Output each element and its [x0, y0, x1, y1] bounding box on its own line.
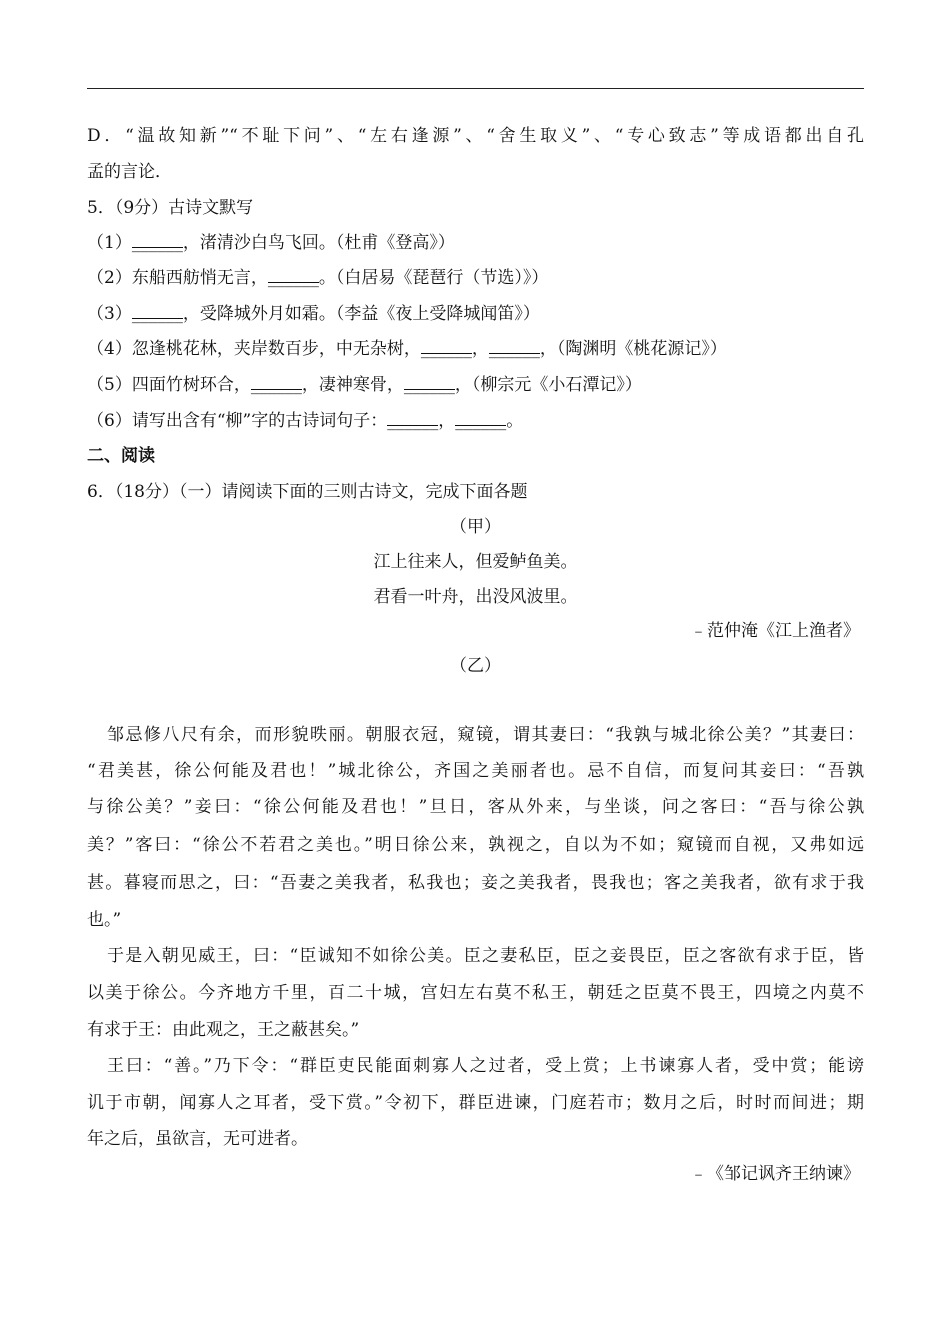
poem-jia-label: （甲） — [450, 517, 501, 537]
answer-blank[interactable]: ______ — [267, 268, 319, 288]
poem-jia-line: 江上往来人，但爱鲈鱼美。 — [373, 552, 578, 572]
q5-item-1: （1）______，渚清沙白鸟飞回。（杜甫《登高》） — [87, 233, 455, 253]
answer-blank[interactable]: ______ — [131, 233, 183, 253]
q5-item-6: （6）请写出含有“柳”字的古诗词句子：______，______。 — [87, 411, 524, 431]
text-yi-label: （乙） — [450, 656, 501, 676]
text-yi-source: ﹣《邹记讽齐王纳谏》 — [690, 1164, 860, 1184]
answer-blank[interactable]: ______ — [420, 339, 472, 359]
answer-blank[interactable]: ______ — [387, 411, 439, 431]
poem-jia-source: ﹣范仲淹《江上渔者》 — [690, 621, 860, 641]
q5-item-3: （3）______，受降城外月如霜。（李益《夜上受降城闻笛》） — [87, 304, 540, 324]
text-yi-line: 甚。暮寝而思之，曰：“吾妻之美我者，私我也；妾之美我者，畏我也；客之美我者，欲有求于我 — [87, 873, 864, 893]
answer-blank[interactable]: ______ — [455, 411, 507, 431]
option-d-line1: D．“温故知新”“不耻下问”、“左右逢源”、“舍生取义”、“专心致志”等成语都出自孔 — [87, 126, 864, 146]
option-d-line2: 孟的言论． — [87, 162, 172, 182]
q5-title: 5．（9分）古诗文默写 — [87, 198, 254, 218]
text-yi-line: 于是入朝见威王，曰：“臣诚知不如徐公美。臣之妻私臣，臣之妾畏臣，臣之客欲有求于臣，皆 — [107, 946, 864, 966]
text-yi-line: 也。” — [87, 910, 122, 930]
text-yi-line: 与徐公美？”妾曰：“徐公何能及君也！”旦日，客从外来，与坐谈，问之客曰：“吾与徐公孰 — [87, 797, 864, 817]
text-yi-line: 有求于王：由此观之，王之蔽甚矣。” — [87, 1020, 360, 1040]
q5-item-4: （4）忽逢桃花林，夹岸数百步，中无杂树，______，______，（陶渊明《桃花源记》） — [87, 339, 727, 359]
answer-blank[interactable]: ______ — [131, 304, 183, 324]
header-rule — [87, 88, 864, 89]
text-yi-line: 邹忌修八尺有余，而形貌昳丽。朝服衣冠，窥镜，谓其妻曰：“我孰与城北徐公美？”其妻曰： — [107, 725, 864, 745]
poem-jia-line: 君看一叶舟，出没风波里。 — [373, 587, 578, 607]
answer-blank[interactable]: ______ — [250, 375, 302, 395]
q5-item-2: （2）东船西舫悄无言，______。（白居易《琵琶行（节选）》） — [87, 268, 549, 288]
text-yi-line: 年之后，虽欲言，无可进者。 — [87, 1129, 308, 1149]
q5-item-5: （5）四面竹树环合，______，凄神寒骨，______，（柳宗元《小石潭记》） — [87, 375, 642, 395]
answer-blank[interactable]: ______ — [488, 339, 540, 359]
text-yi-line: “君美甚，徐公何能及君也！”城北徐公，齐国之美丽者也。忌不自信，而复问其妾曰：“吾孰 — [87, 761, 864, 781]
q6-title: 6．（18分）（一）请阅读下面的三则古诗文，完成下面各题 — [87, 482, 528, 502]
text-yi-line: 以美于徐公。今齐地方千里，百二十城，宫妇左右莫不私王，朝廷之臣莫不畏王，四境之内莫不 — [87, 983, 864, 1003]
section-title: 二、阅读 — [87, 446, 155, 466]
text-yi-line: 讥于市朝，闻寡人之耳者，受下赏。”令初下，群臣进谏，门庭若市；数月之后，时时而间进；期 — [87, 1093, 864, 1113]
answer-blank[interactable]: ______ — [403, 375, 455, 395]
text-yi-line: 美？”客曰：“徐公不若君之美也。”明日徐公来，孰视之，自以为不如；窥镜而自视，又弗如远 — [87, 835, 864, 855]
text-yi-line: 王曰：“善。”乃下令：“群臣吏民能面刺寡人之过者，受上赏；上书谏寡人者，受中赏；能谤 — [107, 1056, 864, 1076]
